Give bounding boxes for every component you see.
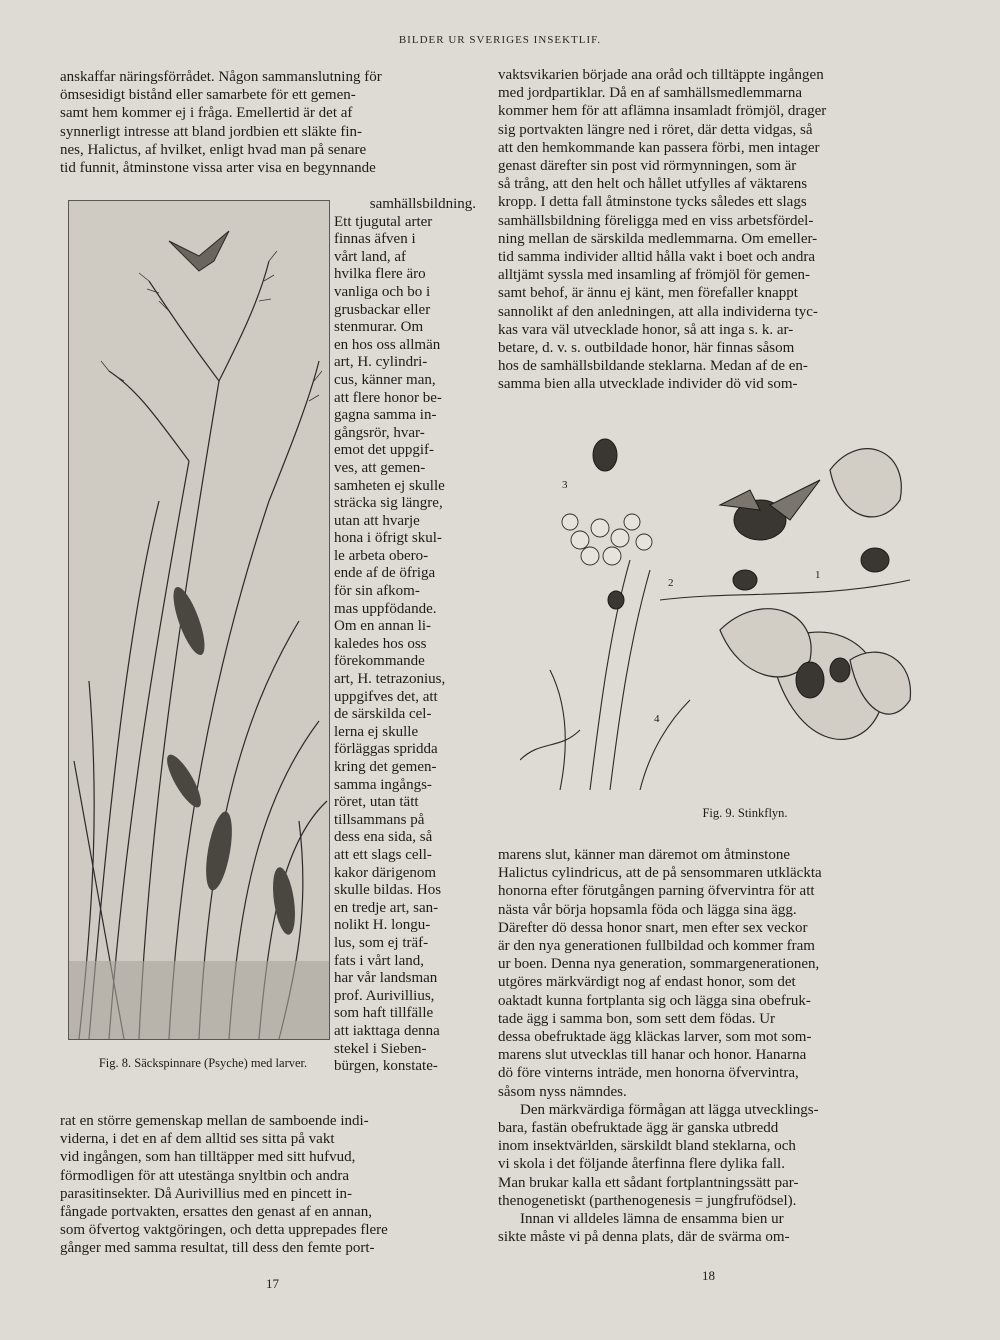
text-line: anskaffar näringsförrådet. Någon sammanslutning för [60,69,382,85]
text-line: tid funnit, åtminstone vissa arter visa en begynnande [60,160,376,177]
page-number-left: 17 [266,1276,279,1291]
text-line: förmodligen för att utestänga snyltbin och andra [60,1167,350,1184]
text-line: parasitinsekter. Då Aurivillius med en pincett in- [60,1185,353,1202]
text-line: oaktadt kunna fortplanta sig och lägga sina obefruk- [498,992,811,1009]
text-line: sträcka sig längre, [334,495,443,512]
text-line: skulle bildas. Hos [334,882,442,899]
text-line: bara, fastän obefruktade ägg är ganska utbredd [498,1120,779,1137]
text-line: vanliga och bo i [334,283,431,300]
text-line: vaktsvikarien började ana oråd och tilltäppte ingången [498,67,824,83]
text-line: utan att hvarje [334,512,420,529]
text-line: inom insektvärlden, särskildt bland steklarna, och [498,1138,796,1155]
grass-engraving [69,201,329,1039]
text-line: som öfvertog vaktgöringen, och detta upprepades flere [60,1222,388,1239]
text-line: hos de samhällsbildande steklarna. Medan af de en- [498,358,808,375]
text-line: kommer hem för att aflämna insamladt frömjöl, drager [498,103,827,120]
text-line: lus, som ej träf- [334,934,429,951]
text-line: samma ingångs- [334,776,432,793]
text-line: art, H. cylindri- [334,354,428,371]
text-line: kakor därigenom [334,864,437,881]
text-line: Ett tjugutal arter [334,213,433,230]
text-line: samheten ej skulle [334,477,445,494]
text-line: förläggas spridda [334,741,438,758]
text-line: marens slut utvecklas till hanar och honor. Hanarna [498,1047,807,1064]
text-line: finnas äfven i [334,231,416,248]
text-line: ömsesidigt bistånd eller samarbete för ett gemen- [60,87,356,104]
text-line: ende af de öfriga [334,565,436,582]
text-line: att flere honor be- [334,389,442,406]
text-line: ves, att gemen- [334,459,426,476]
right-column-top [498,66,916,394]
text-line: fångade portvakten, ersattes den genast af en annan, [60,1204,372,1221]
stinkbug-engraving [520,410,920,790]
figure-9-stink-bugs-illustration [520,410,920,790]
text-line: att iakttaga denna [334,1022,440,1039]
text-line: thenogenetiskt (parthenogenesis = jungfrufödsel). [498,1192,797,1209]
text-line: Man brukar kalla ett sådant fortplantningssätt par- [498,1174,799,1191]
fig9-label-1: 1 [815,569,821,581]
text-line: gångsrör, hvar- [334,424,425,441]
text-line: hvilka flere äro [334,266,426,283]
text-line: Därefter dö dessa honor snart, men efter sex veckor [498,919,808,936]
text-line: för sin afkom- [334,583,420,600]
text-line: gånger med samma resultat, till dess den femte port- [60,1240,375,1257]
text-line: grusbackar eller [334,301,431,318]
text-line: samhällsbildning. [369,196,476,212]
fig9-label-3: 3 [562,479,568,491]
text-line: viderna, i det en af dem alltid ses sitta på vakt [60,1131,335,1148]
text-line: uppgifves det, att [334,688,438,705]
text-line: de särskilda cel- [334,706,432,723]
text-line: kaledes hos oss [334,635,427,652]
text-line: kropp. I detta fall åtminstone tycks således ett slags [498,194,807,211]
text-line: prof. Aurivillius, [334,987,435,1004]
text-line: betare, d. v. s. outbildade honor, här finnas såsom [498,340,795,357]
text-line: röret, utan tätt [334,794,419,811]
text-line: bürgen, konstate- [334,1058,438,1075]
running-head: BILDER UR SVERIGES INSEKTLIF. [398,34,602,46]
text-line: en tredje art, san- [334,899,439,916]
text-line: samt hem kommer ej i fråga. Emellertid är det af [60,105,353,122]
text-line: mas uppfödande. [334,600,437,617]
text-line: samhällsbildning föreligga med en viss arbetsfördel- [498,212,814,229]
text-line: synnerligt intresse att bland jordbien ett släkte fin- [60,123,363,140]
text-line: tade ägg i samma bon, som sett dem födas. Ur [498,1010,776,1027]
figure-8-grass-moth-illustration [68,200,330,1040]
text-line: vi skola i det följande återfinna flere dylika fall. [498,1156,785,1173]
text-line: dess ena sida, så [334,829,433,846]
text-line: hona i öfrigt skul- [334,530,442,547]
text-line: är den nya generationen fullbildad och kommer fram [498,938,815,955]
text-line: emot det uppgif- [334,442,434,459]
text-line: att ett slags cell- [334,846,432,863]
text-line: nes, Halictus, af hvilket, enligt hvad man på senare [60,141,367,158]
text-line: vid ingången, som han tilltäpper med sitt hufvud, [60,1149,356,1166]
text-line: ur boen. Denna nya generation, sommargenerationen, [498,956,820,973]
text-line: såsom nyss nämndes. [498,1083,627,1100]
text-line: le arbeta obero- [334,547,429,564]
text-line: fats i vårt land, [334,952,424,969]
text-line: tillsammans på [334,811,425,828]
text-line: kring det gemen- [334,759,437,775]
text-line: gagna samma in- [334,407,437,424]
figure-8-caption: Fig. 8. Säckspinnare (Psyche) med larver. [98,1056,308,1070]
text-line: Halictus cylindricus, att de på sensommaren utkläckta [498,865,822,882]
text-line: som haft tillfälle [334,1005,434,1022]
text-line: med jordpartiklar. Då en af samhällsmedlemmarna [498,85,803,102]
text-line: stenmurar. Om [334,319,424,336]
text-line: alltjämt syssla med insamling af frömjöl för gemen- [498,267,811,284]
text-line: Den märkvärdiga förmågan att lägga utvecklings- [520,1101,819,1118]
page-number-right: 18 [702,1268,715,1283]
text-line: dö före vinterns inträde, men honorna öfvervintra, [498,1065,799,1082]
left-column-narrow [334,196,476,1076]
text-line: vårt land, af [334,248,407,265]
text-line: Innan vi alldeles lämna de ensamma bien ur [520,1211,784,1228]
fig9-label-2: 2 [668,577,674,589]
text-line: sikte måste vi på denna plats, där de svärma om- [498,1229,790,1246]
text-line: sig portvakten längre ned i röret, där detta vidgas, så [498,121,813,138]
figure-9-caption: Fig. 9. Stinkflyn. [702,806,788,820]
text-line: nästa vår börja hopsamla föda och lägga sina ägg. [498,901,797,918]
text-line: har vår landsman [334,970,438,987]
text-line: rat en större gemenskap mellan de samboende indi- [60,1113,369,1129]
text-line: cus, känner man, [334,371,436,388]
text-line: honorna efter förutgången parning öfvervintra för att [498,883,815,900]
text-line: marens slut, känner man däremot om åtminstone [498,847,791,863]
text-line: ning mellan de särskilda medlemmarna. Om emeller- [498,230,818,247]
text-line: genast därefter sin post vid rörmynningen, som är [498,158,797,175]
text-line: Om en annan li- [334,618,432,635]
text-line: samt behof, är ännu ej känt, men förefaller knappt [498,285,798,302]
text-line: kas vara väl utvecklade honor, så att inga s. k. ar- [498,321,794,338]
text-line: samma bien alla utvecklade individer dö vid som- [498,376,798,393]
text-line: tid samma individer alltid hålla vakt i boet och andra [498,249,815,266]
text-line: utgöres märkvärdigt nog af endast honor, som det [498,974,796,991]
text-line: lerna ej skulle [334,723,419,740]
text-line: art, H. tetrazonius, [334,671,446,688]
text-line: nolikt H. longu- [334,917,431,934]
left-column-top [60,68,476,177]
text-line: en hos oss allmän [334,336,441,353]
fig9-label-4: 4 [654,713,660,725]
text-line: sannolikt af den anledningen, att alla individerna tyc- [498,303,818,320]
left-column-bottom [60,1112,476,1258]
text-line: så trång, att den helt och hållet utfylles af väktarens [498,176,808,193]
text-line: dessa obefruktade ägg kläckas larver, som mot som- [498,1029,812,1046]
text-line: förekommande [334,653,425,670]
right-column-bottom [498,846,916,1246]
text-line: att den hemkommande kan passera förbi, men intager [498,139,820,156]
text-line: stekel i Sieben- [334,1040,427,1057]
